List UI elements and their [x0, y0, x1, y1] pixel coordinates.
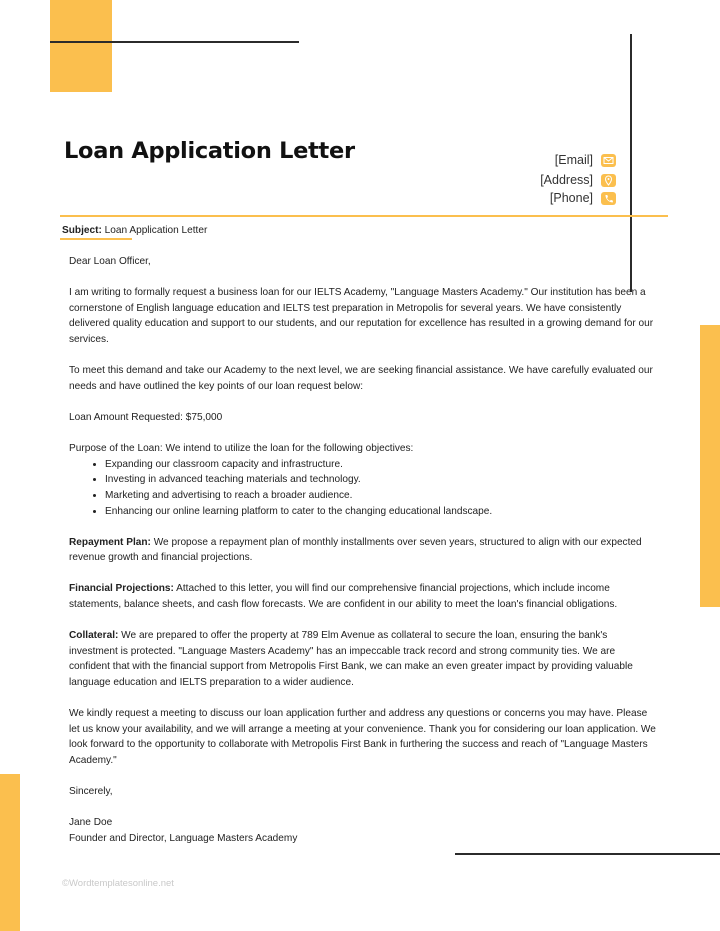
subject-label: Subject: — [62, 225, 102, 236]
email-icon — [601, 154, 616, 167]
collateral-label: Collateral: — [69, 630, 119, 642]
list-item: • Expanding our classroom capacity and infrastructure. — [105, 457, 657, 473]
repayment-label: Repayment Plan: — [69, 536, 151, 548]
contact-email — [555, 153, 616, 167]
collateral-paragraph — [69, 628, 657, 690]
closing-paragraph: We kindly request a meeting to discuss our loan application further and address any questions or concerns you may have. Please let us know your availability, and we will arrange a meeting at your convenience. Thank you for considering our loan application. We look forward to the opportunity to collaborate with Metropolis First Bank in furthering the success and reach of "Language Masters Academy." — [69, 708, 656, 766]
collateral-text: We are prepared to offer the property at 789 Elm Avenue as collateral to secure the loan, ensuring the bank's investment is protected. "Language Masters Academy" has an impeccable track record and strong community ties. We are confident that with the financial support from Metropolis First Bank, we can make an even greater impact by providing valuable language education and IELTS preparation to a wider audience. — [69, 630, 633, 689]
location-icon — [601, 174, 616, 187]
subject-line — [62, 225, 207, 236]
contact-address — [540, 173, 616, 187]
signer-title: Founder and Director, Language Masters Academy — [69, 832, 298, 844]
contact-phone-label: [Phone] — [549, 191, 593, 205]
list-item: • Investing in advanced teaching materials and technology. — [105, 472, 657, 488]
list-item: • Enhancing our online learning platform to cater to the changing educational landscape. — [105, 504, 657, 520]
header-divider-line — [60, 215, 668, 217]
signature-block — [69, 815, 657, 846]
page-title: Loan Application Letter — [64, 138, 355, 164]
repayment-text: We propose a repayment plan of monthly installments over seven years, structured to align with our expected revenue growth and financial projections. — [69, 536, 642, 564]
phone-icon — [601, 192, 616, 205]
purpose-paragraph: Purpose of the Loan: We intend to utilize the loan for the following objectives: — [69, 443, 414, 455]
bottom-left-accent-bar — [0, 774, 20, 931]
watermark: ©Wordtemplatesonline.net — [62, 878, 174, 889]
letter-body — [69, 254, 657, 862]
contact-address-label: [Address] — [540, 173, 593, 187]
top-rule-line — [50, 41, 299, 43]
objectives-list — [69, 457, 657, 519]
repayment-paragraph — [69, 535, 657, 566]
contact-email-label: [Email] — [554, 153, 593, 167]
top-left-accent-block — [50, 0, 112, 92]
projections-text: Attached to this letter, you will find our comprehensive financial projections, which include income statements, balance sheets, and cash flow forecasts. We are confident in our ability to meet the loan's financial obligations. — [69, 583, 618, 611]
right-accent-bar — [700, 325, 720, 607]
projections-label: Financial Projections: — [69, 583, 174, 595]
contact-phone — [550, 191, 616, 205]
loan-amount: Loan Amount Requested: $75,000 — [69, 411, 223, 423]
subject-underline — [60, 238, 132, 240]
list-item: • Marketing and advertising to reach a broader audience. — [105, 488, 657, 504]
intro-paragraph: I am writing to formally request a business loan for our IELTS Academy, "Language Masters Academy." Our institution has been a cornerstone of English language education and IELTS test preparation in Metropolis for several years. We have consistently delivered quality education and support to our students, and our reputation for excellence has resulted in a growing demand for our services. — [69, 287, 654, 345]
signoff: Sincerely, — [69, 786, 113, 798]
signer-name: Jane Doe — [69, 817, 113, 829]
demand-paragraph: To meet this demand and take our Academy to the next level, we are seeking financial assistance. We have carefully evaluated our needs and have outlined the key points of our loan request below: — [69, 365, 653, 392]
subject-value: Loan Application Letter — [104, 225, 208, 236]
salutation: Dear Loan Officer, — [69, 256, 151, 267]
projections-paragraph — [69, 581, 657, 612]
